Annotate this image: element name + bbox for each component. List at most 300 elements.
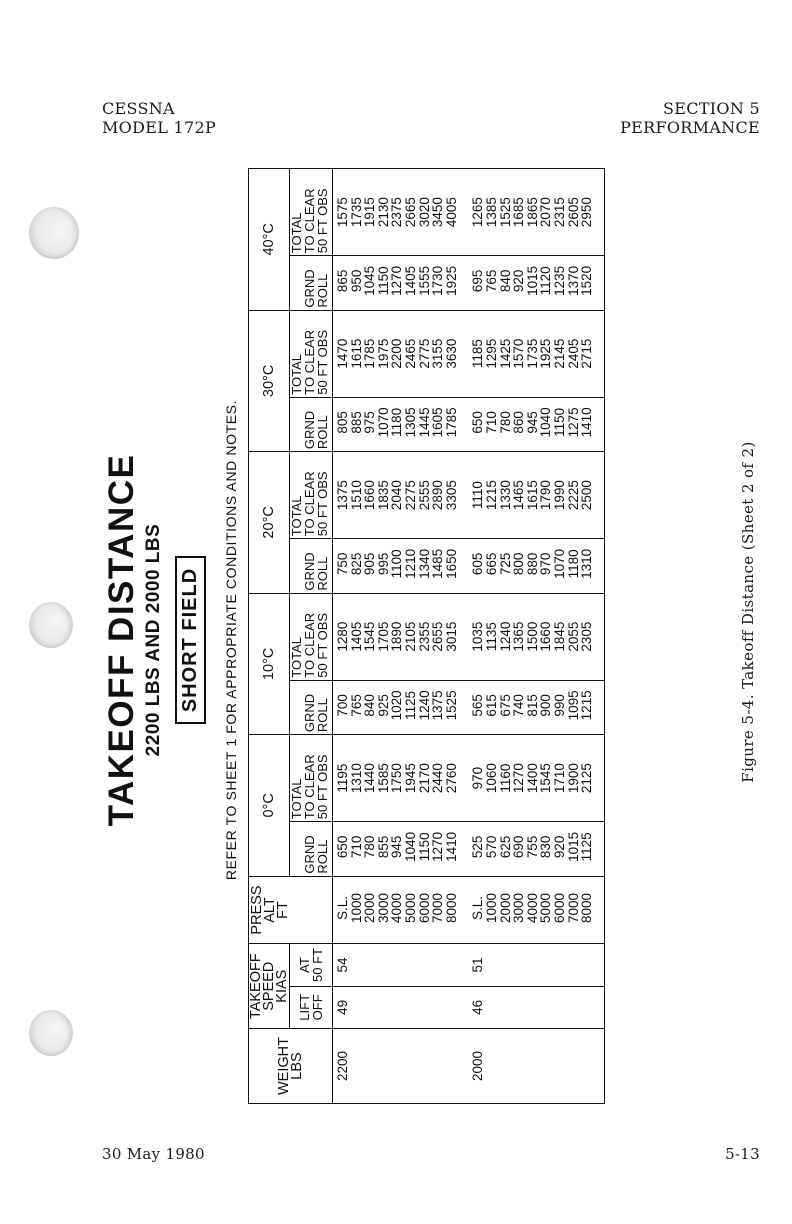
takeoff-speed-header [249, 944, 290, 1029]
altitude-value: 6000 [416, 892, 432, 923]
lift-off-header-line: LIFT [297, 993, 312, 1021]
pressure-altitude-header-line: ALT [262, 897, 278, 923]
total-distance-value: 1375 [335, 480, 350, 511]
grnd-roll-value: 1180 [565, 549, 581, 579]
rotated-chart-content [80, 145, 725, 1135]
total-distance-value: 2760 [443, 763, 459, 794]
grnd-roll-value: 650 [470, 411, 486, 434]
grnd-roll-value: 860 [511, 411, 527, 434]
grnd-roll-value: 780 [362, 835, 378, 859]
total-distance-value: 1470 [335, 338, 350, 369]
spacer-cell [458, 735, 468, 822]
spacer-cell [458, 944, 468, 986]
total-distance-header [290, 452, 333, 539]
grnd-roll-value: 1070 [375, 407, 391, 438]
total-distance-value: 2305 [579, 621, 595, 652]
grnd-roll-value: 1340 [416, 548, 432, 579]
grnd-roll-value: 1045 [362, 265, 378, 296]
at-50ft-header-line: AT [297, 957, 312, 973]
grnd-roll-value: 675 [497, 694, 513, 717]
total-distance-value: 1545 [362, 621, 378, 652]
total-distance-value: 1265 [470, 197, 486, 228]
grnd-roll-value: 780 [497, 411, 513, 434]
total-distance-value: 2055 [565, 621, 581, 652]
grnd-roll-header [290, 539, 333, 593]
grnd-roll-header [290, 397, 333, 451]
total-distance-value: 1735 [348, 197, 364, 228]
grnd-roll-value: 1605 [430, 407, 446, 438]
altitude-value: 3000 [511, 892, 527, 923]
total-distance-value: 3155 [430, 338, 446, 369]
total-distance-header [290, 735, 333, 822]
grnd-roll-value: 925 [375, 694, 391, 717]
grnd-roll-value: 855 [375, 835, 391, 859]
lift-off-speed: 46 [468, 986, 593, 1028]
altitude-value: 7000 [565, 892, 581, 923]
altitude-value: 5000 [402, 892, 418, 923]
spacer-cell [458, 397, 468, 451]
total-distance-value: 2775 [416, 338, 432, 369]
grnd-roll-value: 700 [335, 694, 350, 717]
total-distance-header-line: TO CLEAR [302, 329, 317, 395]
total-distance-value: 1900 [565, 763, 581, 794]
total-distance-value: 2605 [565, 197, 581, 228]
section-label: SECTION 5 [663, 99, 760, 118]
grnd-roll-value: 1485 [430, 548, 446, 579]
pressure-altitude-header [249, 876, 333, 944]
grnd-roll-value: 1150 [375, 266, 391, 296]
manufacturer-label: CESSNA [102, 99, 175, 118]
grnd-roll-value: 1095 [565, 690, 581, 721]
total-distance-value: 3015 [443, 621, 459, 652]
total-distance-value: 1790 [538, 480, 554, 511]
page-subtitle: 2200 LBS AND 2000 LBS [143, 523, 164, 757]
total-distance-value: 1440 [362, 763, 378, 794]
spacer-cell [594, 539, 605, 593]
altitude-value: 7000 [430, 892, 446, 923]
grnd-roll-value: 1520 [579, 265, 595, 296]
grnd-roll-value: 905 [362, 552, 378, 576]
grnd-roll-value: 1925 [443, 265, 459, 296]
section-title: PERFORMANCE [620, 118, 760, 137]
grnd-roll-value: 615 [483, 694, 499, 717]
at-50ft-speed: 51 [468, 944, 593, 986]
total-distance-value: 3305 [443, 480, 459, 511]
grnd-roll-value: 1555 [416, 265, 432, 296]
grnd-roll-value: 1240 [416, 690, 432, 721]
total-distance-list [468, 452, 593, 539]
spacer-cell [458, 680, 468, 734]
total-distance-value: 1660 [362, 480, 378, 511]
total-distance-value: 1750 [389, 763, 405, 794]
grnd-roll-header [290, 822, 333, 876]
temperature-header: 30°C [249, 310, 290, 452]
spacer-cell [594, 169, 605, 256]
spacer-cell [458, 310, 468, 397]
grnd-roll-value: 1040 [538, 407, 554, 438]
grnd-roll-value: 825 [348, 552, 364, 576]
total-distance-value: 2170 [416, 763, 432, 794]
total-distance-value: 2715 [579, 338, 595, 369]
total-distance-value: 1385 [483, 197, 499, 228]
group-spacer-row [458, 169, 468, 1104]
grnd-roll-value: 885 [348, 411, 364, 434]
grnd-roll-value: 740 [511, 694, 527, 717]
total-distance-value: 1195 [335, 763, 350, 793]
total-distance-list [333, 735, 459, 822]
grnd-roll-header-line: ROLL [315, 415, 330, 450]
total-distance-value: 970 [470, 766, 486, 790]
grnd-roll-list [333, 256, 459, 310]
grnd-roll-value: 1525 [443, 690, 459, 721]
grnd-roll-value: 830 [538, 835, 554, 859]
grnd-roll-value: 525 [470, 835, 486, 859]
spacer-cell [594, 310, 605, 397]
total-distance-value: 1615 [524, 480, 540, 511]
total-distance-header-line: TO CLEAR [302, 754, 317, 820]
grnd-roll-list [468, 680, 593, 734]
total-distance-value: 2465 [402, 338, 418, 369]
total-distance-value: 2225 [565, 480, 581, 511]
total-distance-header [290, 169, 333, 256]
grnd-roll-value: 750 [335, 552, 350, 576]
grnd-roll-value: 1125 [579, 832, 595, 862]
grnd-roll-value: 920 [551, 835, 567, 859]
altitude-value: 4000 [524, 892, 540, 923]
total-distance-list [468, 735, 593, 822]
spacer-cell [594, 256, 605, 310]
total-distance-value: 3450 [430, 197, 446, 228]
grnd-roll-list [468, 256, 593, 310]
spacer-cell [458, 169, 468, 256]
page-footer-number: 5-13 [725, 1145, 760, 1163]
spacer-cell [458, 452, 468, 539]
total-distance-value: 1365 [511, 621, 527, 652]
model-label: MODEL 172P [102, 118, 217, 137]
grnd-roll-value: 725 [497, 552, 513, 576]
at-50ft-header [290, 944, 333, 986]
spacer-cell [594, 452, 605, 539]
page-title: TAKEOFF DISTANCE [102, 453, 141, 827]
lift-off-header-line: OFF [310, 994, 325, 1021]
grnd-roll-value: 805 [335, 411, 350, 434]
grnd-roll-value: 1070 [551, 548, 567, 579]
grnd-roll-header-line: ROLL [315, 273, 330, 308]
total-distance-value: 1135 [483, 622, 499, 652]
grnd-roll-value: 945 [389, 835, 405, 859]
total-distance-value: 1330 [497, 480, 513, 511]
spacer-cell [594, 986, 605, 1028]
spacer-cell [458, 822, 468, 876]
total-distance-value: 2655 [430, 621, 446, 652]
grnd-roll-value: 710 [348, 835, 364, 859]
total-distance-value: 2125 [579, 763, 595, 794]
grnd-roll-value: 1125 [402, 690, 418, 720]
total-distance-value: 2105 [402, 621, 418, 652]
total-distance-value: 1570 [511, 338, 527, 369]
grnd-roll-value: 1215 [579, 690, 595, 721]
total-distance-value: 1865 [524, 197, 540, 228]
grnd-roll-value: 570 [483, 835, 499, 859]
page-footer-date: 30 May 1980 [102, 1145, 205, 1163]
pressure-altitude-header-line: FT [275, 901, 291, 919]
field-type-line [175, 145, 206, 1135]
total-distance-value: 1510 [348, 480, 364, 511]
reference-note: REFER TO SHEET 1 FOR APPROPRIATE CONDITIONS AND NOTES. [223, 399, 239, 881]
pressure-altitude-header-line: PRESS [249, 885, 265, 935]
total-distance-value: 1110 [470, 481, 486, 510]
takeoff-speed-header-line: KIAS [273, 969, 290, 1003]
total-distance-value: 2200 [389, 338, 405, 369]
takeoff-distance-table [248, 168, 605, 1104]
grnd-roll-value: 970 [538, 552, 554, 576]
total-distance-header-line: TOTAL [289, 212, 304, 254]
altitude-value: 2000 [362, 892, 378, 923]
total-distance-value: 2275 [402, 480, 418, 511]
total-distance-value: 1545 [538, 763, 554, 794]
total-distance-value: 1585 [375, 763, 391, 794]
altitude-value: 1000 [483, 892, 499, 923]
figure-caption: Figure 5-4. Takeoff Distance (Sheet 2 of 2) [739, 441, 757, 783]
weight-header-line: LBS [288, 1052, 305, 1080]
grnd-roll-value: 1270 [389, 265, 405, 296]
total-distance-value: 1310 [348, 763, 364, 794]
grnd-roll-value: 765 [483, 269, 499, 293]
group-spacer-row [594, 169, 605, 1104]
total-distance-value: 1465 [511, 480, 527, 511]
total-distance-value: 2130 [375, 197, 391, 228]
grnd-roll-value: 1410 [443, 831, 459, 862]
grnd-roll-value: 1120 [538, 266, 554, 296]
total-distance-value: 1500 [524, 621, 540, 652]
grnd-roll-value: 1730 [430, 265, 446, 296]
spacer-cell [594, 680, 605, 734]
total-distance-header-line: 50 FT OBS [315, 188, 330, 254]
total-distance-value: 2500 [579, 480, 595, 511]
at-50ft-speed: 54 [333, 944, 459, 986]
altitude-value: 3000 [375, 892, 391, 923]
page-header-left [102, 99, 216, 137]
total-distance-value: 1785 [362, 338, 378, 369]
total-distance-header-line: TOTAL [289, 636, 304, 678]
grnd-roll-header-line: ROLL [315, 698, 330, 733]
total-distance-list [333, 310, 459, 397]
temperature-header: 0°C [249, 735, 290, 877]
spacer-cell [594, 944, 605, 986]
grnd-roll-value: 565 [470, 694, 486, 717]
total-distance-list [468, 310, 593, 397]
total-distance-header-line: TO CLEAR [302, 612, 317, 678]
spacer-cell [594, 876, 605, 944]
grnd-roll-value: 665 [483, 552, 499, 576]
altitude-value: 6000 [551, 892, 567, 923]
total-distance-header [290, 310, 333, 397]
grnd-roll-value: 1210 [402, 548, 418, 579]
total-distance-header-line: TOTAL [289, 495, 304, 537]
total-distance-value: 2070 [538, 197, 554, 228]
grnd-roll-value: 990 [551, 694, 567, 717]
total-distance-list [468, 169, 593, 256]
grnd-roll-value: 880 [524, 552, 540, 576]
total-distance-value: 1280 [335, 621, 350, 652]
total-distance-value: 1615 [348, 338, 364, 369]
grnd-roll-value: 1150 [551, 407, 567, 437]
page-header-right [620, 99, 760, 137]
at-50ft-header-line: 50 FT [310, 948, 325, 982]
spacer-cell [594, 397, 605, 451]
grnd-roll-value: 950 [348, 269, 364, 293]
grnd-roll-value: 840 [362, 694, 378, 717]
total-distance-value: 2405 [565, 338, 581, 369]
total-distance-value: 1060 [483, 763, 499, 794]
field-type-box: SHORT FIELD [175, 556, 206, 724]
grnd-roll-header [290, 256, 333, 310]
grnd-roll-value: 1040 [402, 831, 418, 862]
total-distance-value: 3020 [416, 197, 432, 228]
total-distance-header-line: 50 FT OBS [315, 754, 330, 820]
grnd-roll-header-line: GRND [302, 693, 317, 733]
total-distance-value: 4005 [443, 197, 459, 228]
total-distance-header-line: TOTAL [289, 778, 304, 820]
grnd-roll-list [468, 397, 593, 451]
grnd-roll-list [468, 539, 593, 593]
total-distance-value: 2665 [402, 197, 418, 228]
total-distance-value: 1735 [524, 338, 540, 369]
spacer-cell [594, 822, 605, 876]
total-distance-value: 2355 [416, 621, 432, 652]
grnd-roll-value: 900 [538, 694, 554, 717]
grnd-roll-value: 605 [470, 552, 486, 576]
grnd-roll-value: 1405 [402, 265, 418, 296]
total-distance-value: 1990 [551, 480, 567, 511]
total-distance-value: 2375 [389, 197, 405, 228]
altitude-value: S.L. [470, 895, 486, 920]
grnd-roll-value: 1650 [443, 548, 459, 579]
grnd-roll-value: 1445 [416, 407, 432, 438]
binder-hole-bottom [29, 1010, 73, 1056]
grnd-roll-value: 995 [375, 552, 391, 576]
grnd-roll-value: 1370 [565, 265, 581, 296]
grnd-roll-list [333, 397, 459, 451]
total-distance-header-line: TO CLEAR [302, 471, 317, 537]
grnd-roll-value: 765 [348, 694, 364, 717]
takeoff-speed-header-line: SPEED [260, 961, 277, 1011]
total-distance-value: 1575 [335, 197, 350, 228]
grnd-roll-header-line: ROLL [315, 556, 330, 591]
grnd-roll-header-line: GRND [302, 835, 317, 874]
total-distance-value: 1295 [483, 338, 499, 369]
total-distance-list [333, 452, 459, 539]
grnd-roll-value: 710 [483, 411, 499, 434]
spacer-cell [594, 1029, 605, 1104]
altitude-list [468, 876, 593, 944]
total-distance-list [333, 169, 459, 256]
total-distance-value: 1975 [375, 338, 391, 369]
total-distance-value: 2890 [430, 480, 446, 511]
total-distance-value: 1890 [389, 621, 405, 652]
total-distance-value: 1035 [470, 621, 486, 652]
spacer-cell [458, 593, 468, 680]
grnd-roll-value: 975 [362, 411, 378, 434]
grnd-roll-value: 1015 [565, 831, 581, 862]
total-distance-value: 1425 [497, 338, 513, 369]
total-distance-value: 2315 [551, 197, 567, 228]
weight-value: 2000 [468, 1029, 593, 1104]
grnd-roll-list [333, 539, 459, 593]
weight-header [249, 1029, 333, 1104]
total-distance-value: 1240 [497, 621, 513, 652]
grnd-roll-value: 920 [511, 269, 527, 293]
grnd-roll-value: 1180 [389, 407, 405, 437]
total-distance-header-line: TOTAL [289, 353, 304, 395]
grnd-roll-value: 1150 [416, 832, 432, 862]
grnd-roll-value: 690 [511, 835, 527, 859]
takeoff-speed-header-line: TAKEOFF [247, 953, 264, 1020]
spacer-cell [458, 1029, 468, 1104]
spacer-cell [458, 539, 468, 593]
binder-hole-middle [29, 602, 73, 648]
weight-value: 2200 [333, 1029, 459, 1104]
grnd-roll-value: 945 [524, 411, 540, 434]
total-distance-value: 1215 [483, 480, 499, 511]
grnd-roll-header-line: ROLL [315, 839, 330, 874]
total-distance-header-line: 50 FT OBS [315, 329, 330, 395]
total-distance-value: 1405 [348, 621, 364, 652]
total-distance-value: 2145 [551, 338, 567, 369]
total-distance-value: 1525 [497, 197, 513, 228]
grnd-roll-value: 755 [524, 835, 540, 859]
total-distance-value: 1705 [375, 621, 391, 652]
total-distance-value: 1660 [538, 621, 554, 652]
altitude-value: S.L. [335, 895, 350, 920]
spacer-cell [458, 256, 468, 310]
total-distance-header-line: 50 FT OBS [315, 612, 330, 678]
total-distance-list [333, 593, 459, 680]
grnd-roll-list [333, 822, 459, 876]
grnd-roll-value: 1015 [524, 265, 540, 296]
spacer-cell [594, 735, 605, 822]
total-distance-list [468, 593, 593, 680]
total-distance-value: 1835 [375, 480, 391, 511]
grnd-roll-value: 865 [335, 269, 350, 293]
lift-off-header [290, 986, 333, 1028]
total-distance-value: 1400 [524, 763, 540, 794]
altitude-value: 4000 [389, 892, 405, 923]
temperature-header: 40°C [249, 169, 290, 311]
grnd-roll-value: 1270 [430, 831, 446, 862]
grnd-roll-value: 1410 [579, 407, 595, 438]
temperature-header: 10°C [249, 593, 290, 735]
spacer-cell [458, 986, 468, 1028]
header-row-temps [249, 169, 290, 1104]
total-distance-value: 1185 [470, 339, 486, 369]
total-distance-value: 1845 [551, 621, 567, 652]
grnd-roll-value: 1375 [430, 690, 446, 721]
total-distance-value: 2440 [430, 763, 446, 794]
temperature-header: 20°C [249, 452, 290, 594]
total-distance-value: 3630 [443, 338, 459, 369]
total-distance-header [290, 593, 333, 680]
total-distance-value: 2040 [389, 480, 405, 511]
total-distance-value: 2950 [579, 197, 595, 228]
grnd-roll-value: 1235 [551, 265, 567, 296]
grnd-roll-value: 815 [524, 694, 540, 717]
total-distance-value: 1945 [402, 763, 418, 794]
grnd-roll-header-line: GRND [302, 552, 317, 591]
grnd-roll-header-line: GRND [302, 269, 317, 308]
total-distance-value: 1160 [497, 763, 513, 793]
grnd-roll-value: 625 [497, 835, 513, 859]
